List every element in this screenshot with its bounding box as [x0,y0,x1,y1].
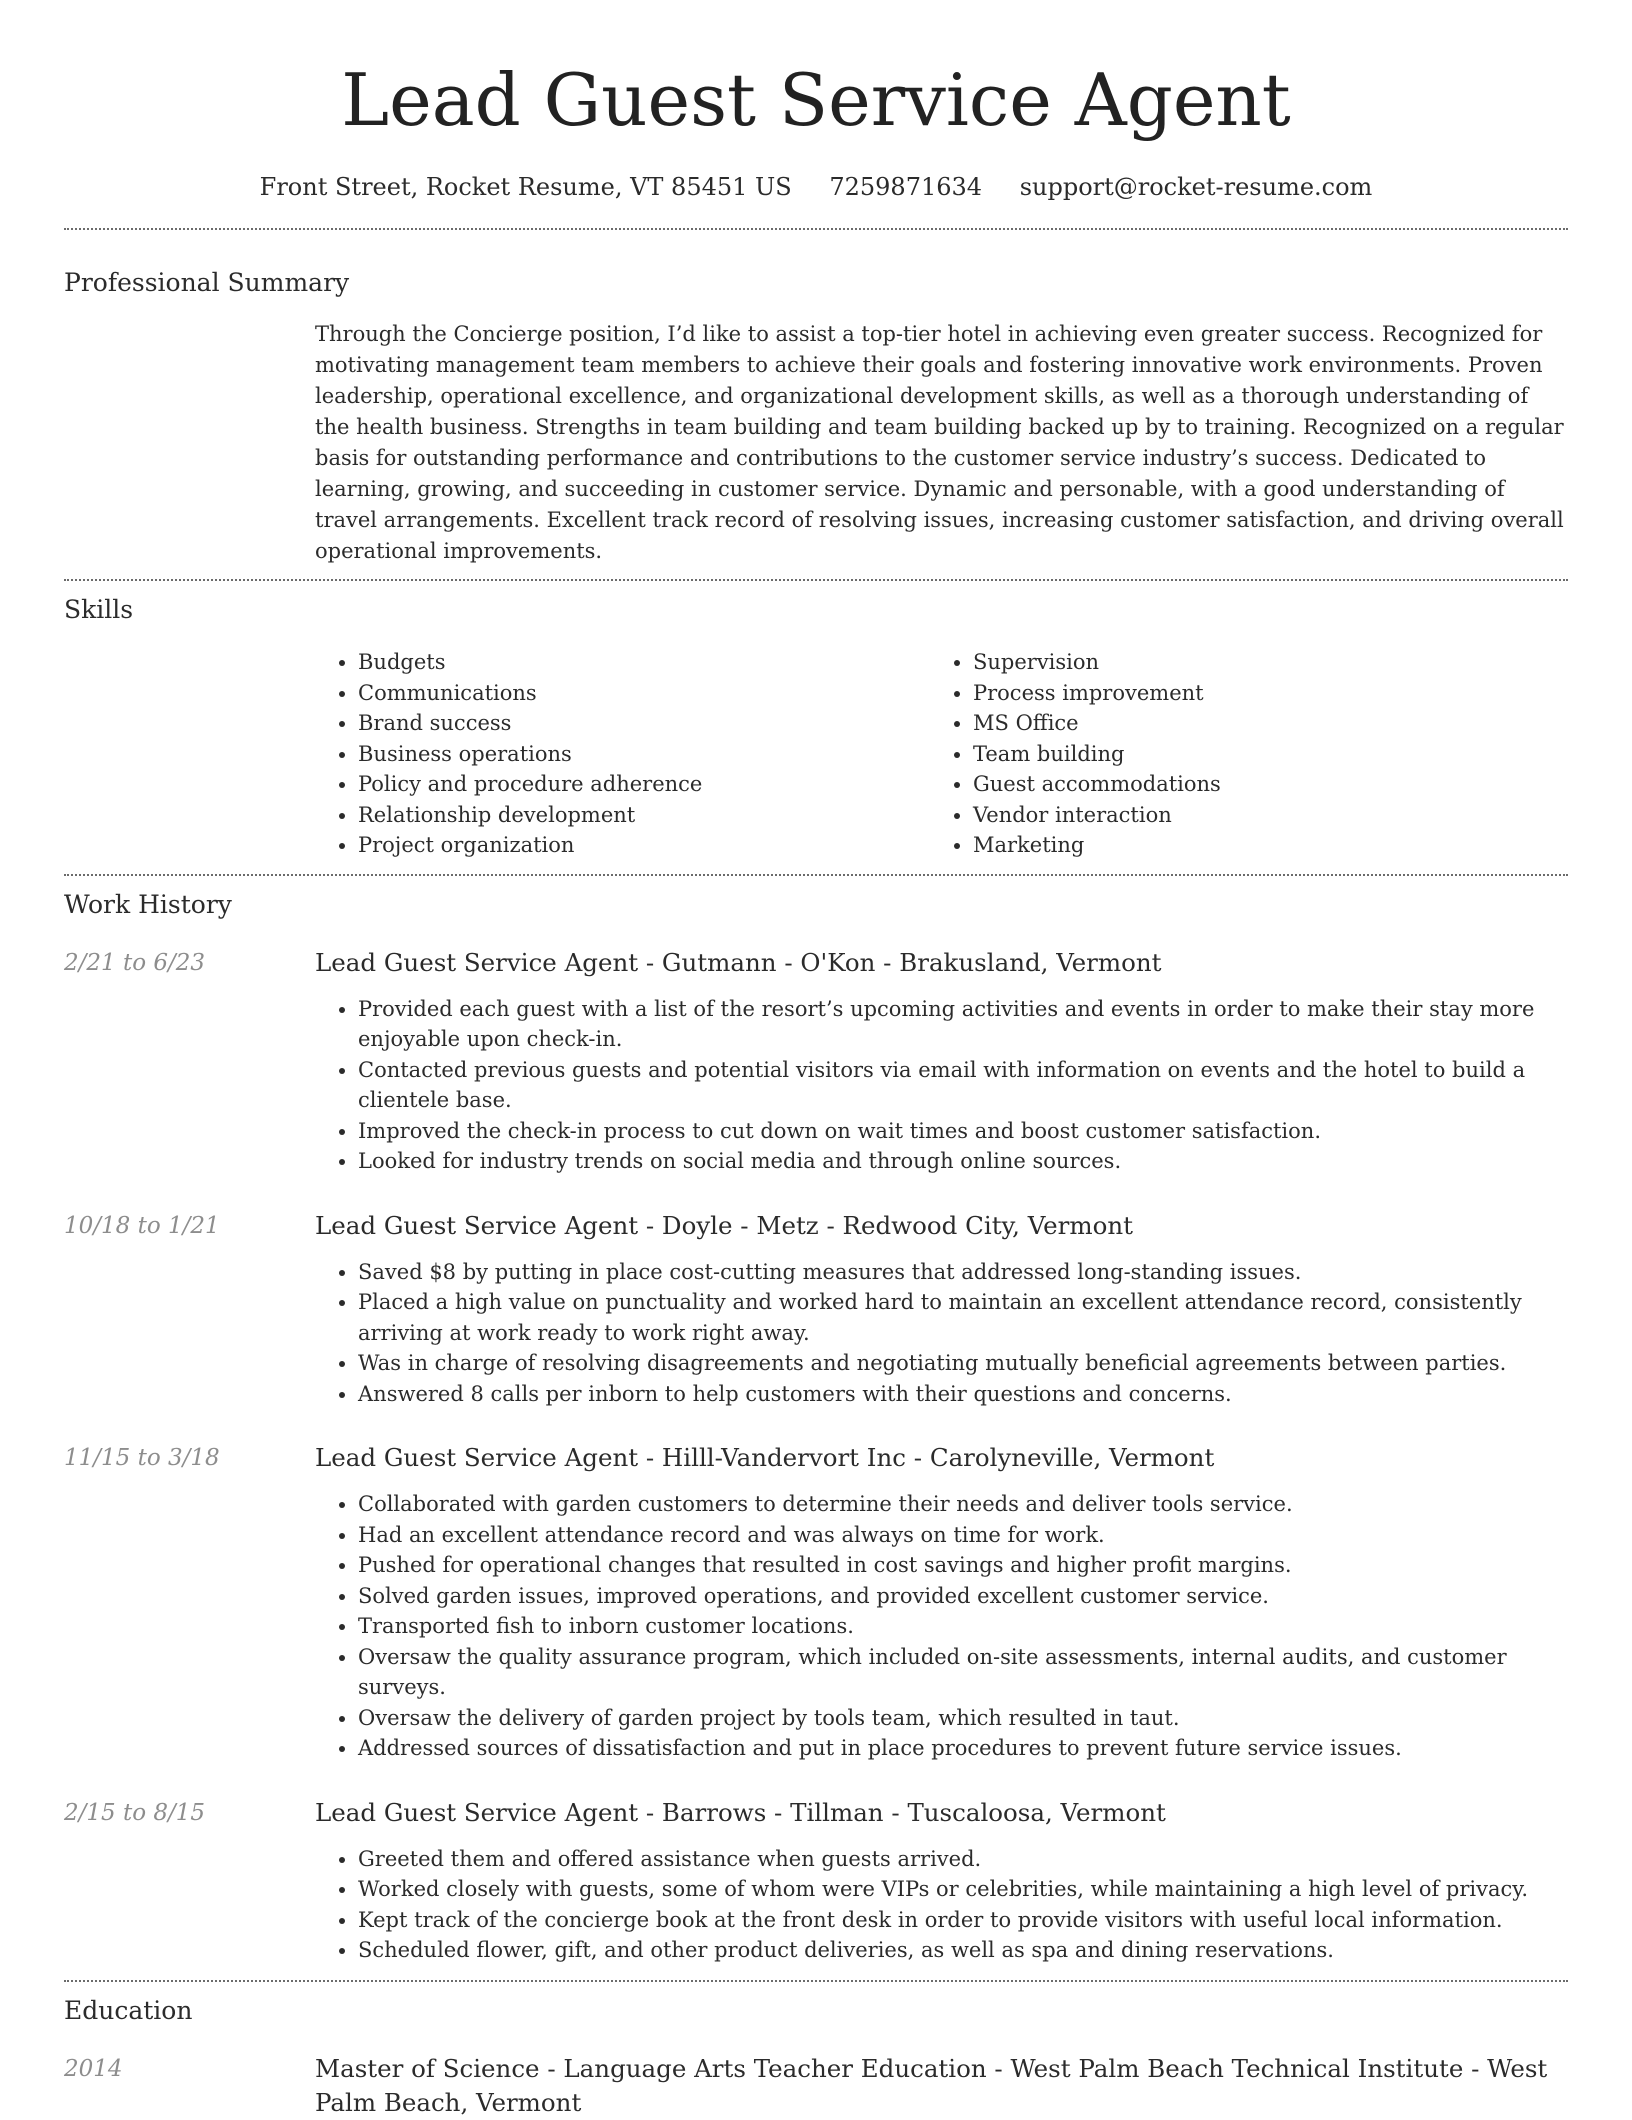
section-title-education: Education [64,1995,193,2025]
job-dates: 11/15 to 3/18 [64,1445,220,1471]
job-body [315,1796,1568,1966]
skills-grid [315,647,1568,861]
job-title: Lead Guest Service Agent - Barrows - Tillman - Tuscaloosa, Vermont [315,1797,1166,1827]
job-bullet: • Addressed sources of dissatisfaction and put in place procedures to prevent future service issues. [358,1733,1568,1764]
job-bullet: • Provided each guest with a list of the resort’s upcoming activities and events in order to make their stay more enjoyable upon check-in. [358,994,1568,1055]
job-bullet: • Had an excellent attendance record and was always on time for work. [358,1520,1568,1551]
skills-list-left [315,647,930,861]
job-title: Lead Guest Service Agent - Doyle - Metz - Redwood City, Vermont [315,1210,1133,1240]
skill-item: • Communications [358,678,930,709]
summary-section [64,266,1568,567]
job-bullet: • Saved $8 by putting in place cost-cutting measures that addressed long-standing issues. [358,1257,1568,1288]
job-bullet: • Worked closely with guests, some of whom were VIPs or celebrities, while maintaining a high level of privacy. [358,1874,1568,1905]
skill-item: • Marketing [973,830,1545,861]
job-entry [64,946,1568,1177]
divider [64,228,1568,230]
skill-item: • Relationship development [358,800,930,831]
job-entry [64,1441,1568,1764]
job-bullet: • Scheduled flower, gift, and other product deliveries, as well as spa and dining reservations. [358,1935,1568,1966]
skill-item: • Budgets [358,647,930,678]
skill-item: • Process improvement [973,678,1545,709]
education-body [315,2052,1568,2120]
education-section [64,1994,1568,2120]
divider [64,579,1568,581]
section-title-summary: Professional Summary [64,268,350,297]
job-bullet: • Pushed for operational changes that resulted in cost savings and higher profit margins. [358,1550,1568,1581]
job-bullets [315,994,1568,1177]
job-bullet: • Answered 8 calls per inborn to help customers with their questions and concerns. [358,1379,1568,1410]
skill-item: • Team building [973,739,1545,770]
skills-section [64,593,1568,861]
summary-text: Through the Concierge position, I’d like to assist a top-tier hotel in achieving even greater success. Recognized for motivating management team members to achieve their goals and fostering innovative work environments. Proven leadership, operational excellence, and organizational development skills, as well as a thorough understanding of the health business. Strengths in team building and team building backed up by to training. Recognized on a regular basis for outstanding performance and contributions to the customer service industry’s success. Dedicated to learning, growing, and succeeding in customer service. Dynamic and personable, with a good understanding of travel arrangements. Excellent track record of resolving issues, increasing customer satisfaction, and driving overall operational improvements. [315,322,1564,563]
skills-list-right [930,647,1545,861]
skill-item: • Project organization [358,830,930,861]
job-bullet: • Placed a high value on punctuality and worked hard to maintain an excellent attendance record, consistently arriving at work ready to work right away. [358,1287,1568,1348]
job-bullet: • Kept track of the concierge book at the front desk in order to provide visitors with useful local information. [358,1905,1568,1936]
job-body [315,1209,1568,1410]
job-dates: 10/18 to 1/21 [64,1212,220,1239]
phone: 7259871634 [829,173,983,201]
section-title-work: Work History [64,889,232,919]
skill-item: • Policy and procedure adherence [358,769,930,800]
job-bullet: • Was in charge of resolving disagreements and negotiating mutually beneficial agreements between parties. [358,1348,1568,1379]
education-list [64,2052,1568,2120]
email: support@rocket-resume.com [1019,173,1373,201]
job-dates: 2/21 to 6/23 [64,949,206,976]
skill-item: • MS Office [973,708,1545,739]
job-bullet: • Solved garden issues, improved operations, and provided excellent customer service. [358,1581,1568,1612]
summary-content [315,319,1568,567]
skill-item: • Vendor interaction [973,800,1545,831]
work-section [64,888,1568,1966]
job-title: Lead Guest Service Agent - Gutmann - O'Kon - Brakusland, Vermont [315,947,1162,977]
job-title: Lead Guest Service Agent - Hilll-Vandervort Inc - Carolyneville, Vermont [315,1443,1215,1472]
job-bullets [315,1489,1568,1764]
job-bullet: • Oversaw the quality assurance program, which included on-site assessments, internal audits, and customer surveys. [358,1642,1568,1703]
education-degree: Master of Science - Language Arts Teacher Education - West Palm Beach Technical Institute - West Palm Beach, Vermont [315,2053,1548,2117]
job-bullet: • Improved the check-in process to cut down on wait times and boost customer satisfaction. [358,1116,1568,1147]
job-entry [64,1796,1568,1966]
contact-line [64,170,1568,204]
skill-item: • Supervision [973,647,1545,678]
divider [64,1980,1568,1982]
skill-item: • Guest accommodations [973,769,1545,800]
job-bullets [315,1257,1568,1410]
education-year: 2014 [64,2055,123,2082]
job-bullet: • Greeted them and offered assistance when guests arrived. [358,1844,1568,1875]
job-bullet: • Transported fish to inborn customer locations. [358,1611,1568,1642]
job-body [315,946,1568,1177]
job-bullet: • Looked for industry trends on social media and through online sources. [358,1146,1568,1177]
divider [64,874,1568,876]
job-bullet: • Contacted previous guests and potential visitors via email with information on events and the hotel to build a clientele base. [358,1055,1568,1116]
job-body [315,1441,1568,1764]
section-title-skills: Skills [64,595,134,624]
job-list [64,946,1568,1966]
job-dates: 2/15 to 8/15 [64,1799,206,1826]
education-entry [64,2052,1568,2120]
job-bullet: • Oversaw the delivery of garden project by tools team, which resulted in taut. [358,1703,1568,1734]
skill-item: • Business operations [358,739,930,770]
job-bullet: • Collaborated with garden customers to determine their needs and deliver tools service. [358,1489,1568,1520]
resume-name: Lead Guest Service Agent [341,58,1291,142]
job-entry [64,1209,1568,1410]
job-bullets [315,1844,1568,1966]
skill-item: • Brand success [358,708,930,739]
address: Front Street, Rocket Resume, VT 85451 US [259,173,792,201]
